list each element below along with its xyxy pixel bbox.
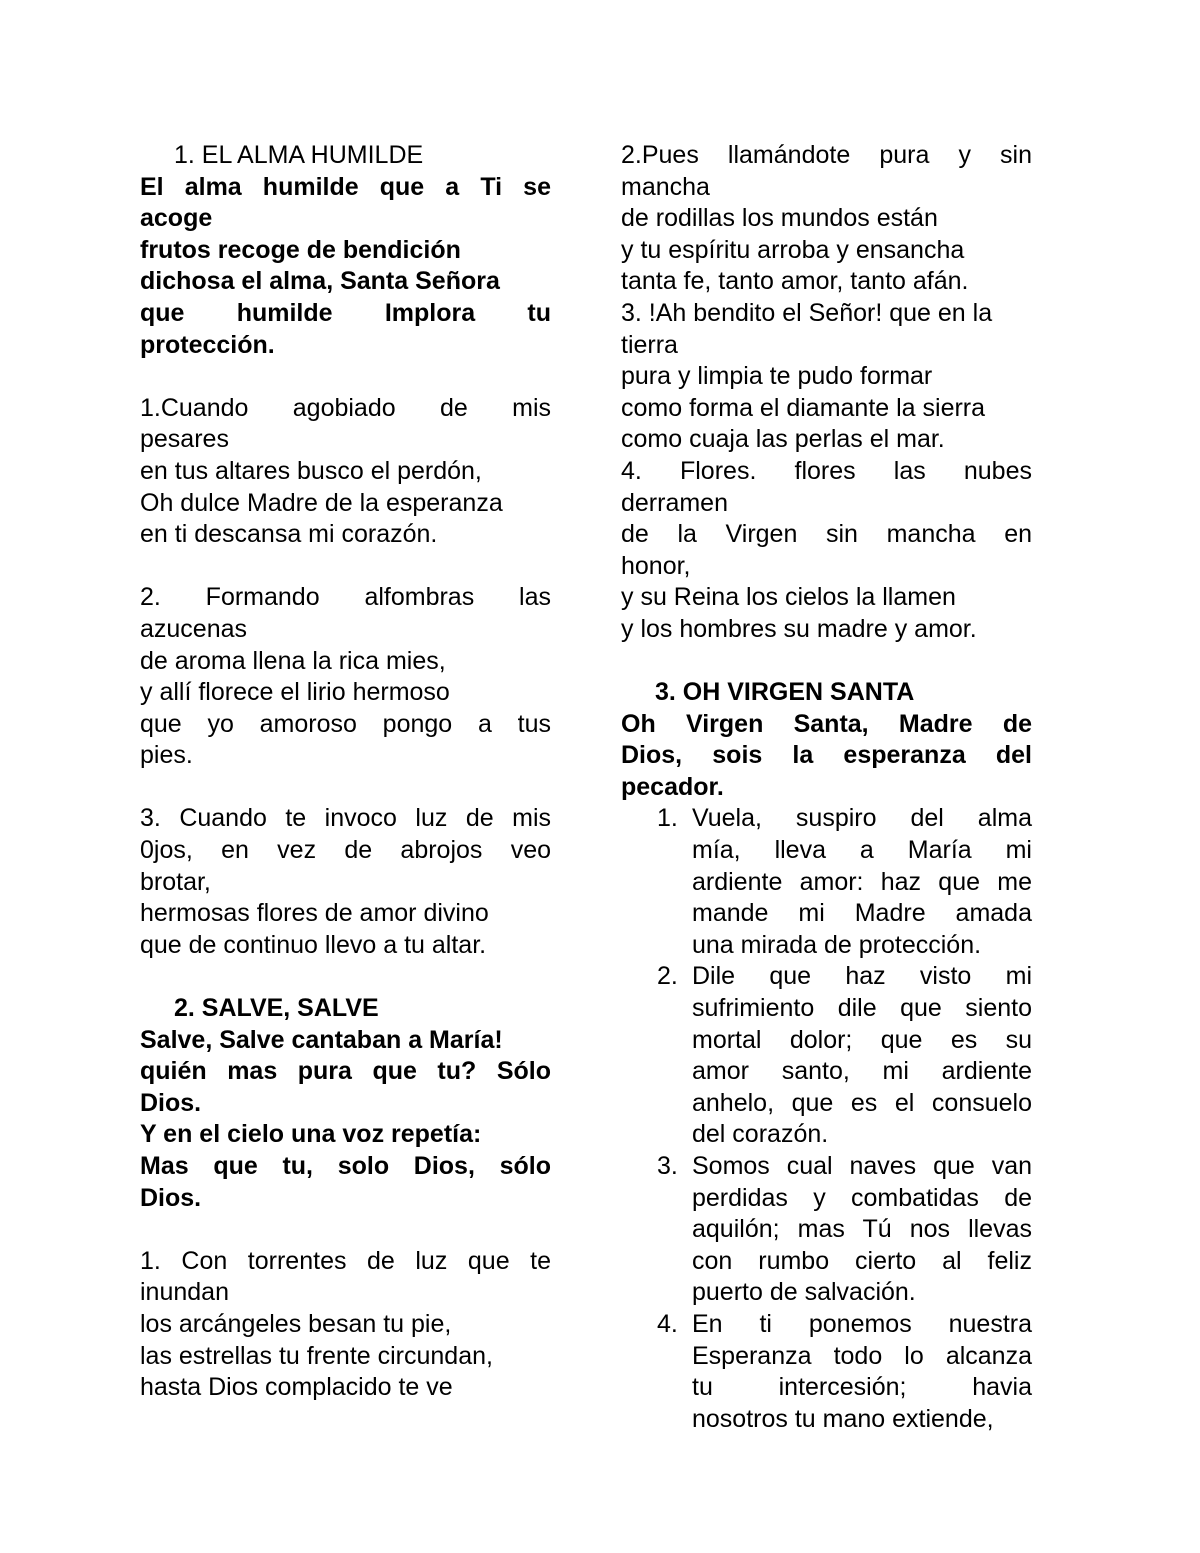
verse-line: Oh dulce Madre de la esperanza xyxy=(140,488,503,517)
chorus-line: pecador. xyxy=(621,772,724,801)
list-line: con rumbo cierto al feliz xyxy=(692,1246,1032,1275)
chorus-line: frutos recoge de bendición xyxy=(140,235,461,264)
verse-line: los arcángeles besan tu pie, xyxy=(140,1309,452,1338)
list-line: mande mi Madre amada xyxy=(692,899,1032,928)
verse-line: 4. Flores. flores las nubes xyxy=(621,456,1032,485)
chorus-line: Dios. xyxy=(140,1088,202,1117)
verse-line: 1.Cuando agobiado de mis xyxy=(140,393,551,422)
section-2-verse-2 xyxy=(621,140,1032,298)
list-line: aquilón; mas Tú nos llevas xyxy=(692,1215,1032,1244)
chorus-line: quién mas pura que tu? Sólo xyxy=(140,1057,551,1086)
verse-line: 0jos, en vez de abrojos veo xyxy=(140,836,551,865)
list-line: mía, lleva a María mi xyxy=(692,836,1032,865)
list-line: amor santo, mi ardiente xyxy=(692,1057,1032,1086)
verse-line: pies. xyxy=(140,741,193,770)
chorus-line: Mas que tu, solo Dios, sólo xyxy=(140,1152,551,1180)
list-item xyxy=(621,803,1032,961)
list-number: 2. xyxy=(657,962,678,991)
chorus-line: dichosa el alma, Santa Señora xyxy=(140,267,500,296)
list-line: Esperanza todo lo alcanza xyxy=(692,1341,1032,1370)
left-column xyxy=(140,140,551,1404)
verse-line: hasta Dios complacido te ve xyxy=(140,1373,453,1402)
section-3-list xyxy=(621,803,1032,1435)
list-line: del corazón. xyxy=(692,1120,829,1149)
list-line: puerto de salvación. xyxy=(692,1278,916,1307)
verse-line: de aroma llena la rica mies, xyxy=(140,646,446,675)
verse-line: y los hombres su madre y amor. xyxy=(621,614,977,643)
section-1-verse-1 xyxy=(140,393,551,551)
chorus-line: que humilde Implora tu xyxy=(140,298,551,327)
list-line: ardiente amor: haz que me xyxy=(692,867,1032,896)
verse-line: y tu espíritu arroba y ensancha xyxy=(621,235,965,264)
section-2-verse-3 xyxy=(621,298,1032,456)
verse-line: derramen xyxy=(621,488,728,517)
chorus-line: Y en el cielo una voz repetía: xyxy=(140,1120,482,1149)
list-number: 1. xyxy=(657,804,678,833)
verse-line: azucenas xyxy=(140,614,248,643)
verse-line: de rodillas los mundos están xyxy=(621,204,938,233)
list-line: En ti ponemos nuestra xyxy=(692,1309,1032,1338)
verse-line: tanta fe, tanto amor, tanto afán. xyxy=(621,267,969,296)
verse-line: 2. Formando alfombras las xyxy=(140,583,551,612)
verse-line: y su Reina los cielos la llamen xyxy=(621,583,956,612)
section-3-title: 3. OH VIRGEN SANTA xyxy=(655,678,915,707)
list-line: nosotros tu mano extiende, xyxy=(692,1404,994,1433)
verse-line: inundan xyxy=(140,1278,229,1307)
verse-line: como cuaja las perlas el mar. xyxy=(621,425,945,454)
verse-line: 1. Con torrentes de luz que te xyxy=(140,1246,551,1275)
list-line: sufrimiento dile que siento xyxy=(692,994,1032,1023)
verse-line: mancha xyxy=(621,172,710,201)
list-number: 3. xyxy=(657,1152,678,1180)
chorus-line: Oh Virgen Santa, Madre de xyxy=(621,709,1032,738)
list-line: perdidas y combatidas de xyxy=(692,1183,1032,1212)
verse-line: que yo amoroso pongo a tus xyxy=(140,709,551,738)
chorus-line: acoge xyxy=(140,204,213,233)
verse-line: 3. Cuando te invoco luz de mis xyxy=(140,804,551,833)
section-1-chorus xyxy=(140,172,551,362)
verse-line: que de continuo llevo a tu altar. xyxy=(140,930,487,959)
section-2-chorus xyxy=(140,1025,551,1215)
verse-line: las estrellas tu frente circundan, xyxy=(140,1341,493,1370)
right-column xyxy=(621,140,1032,1435)
chorus-line: Dios, sois la esperanza del xyxy=(621,741,1032,770)
verse-line: pesares xyxy=(140,425,229,454)
list-line: anhelo, que es el consuelo xyxy=(692,1088,1032,1117)
list-line: Somos cual naves que van xyxy=(692,1152,1032,1180)
verse-line: brotar, xyxy=(140,867,211,896)
list-item xyxy=(621,1309,1032,1435)
list-line: Dile que haz visto mi xyxy=(692,962,1032,991)
section-3-chorus xyxy=(621,709,1032,804)
verse-line: honor, xyxy=(621,551,691,580)
list-line: mortal dolor; que es su xyxy=(692,1025,1032,1054)
list-item xyxy=(621,961,1032,1151)
verse-line: tierra xyxy=(621,330,678,359)
section-2-verse-1 xyxy=(140,1246,551,1404)
verse-line: pura y limpia te pudo formar xyxy=(621,362,933,391)
list-line: tu intercesión; havia xyxy=(692,1373,1032,1402)
chorus-line: El alma humilde que a Ti se xyxy=(140,172,551,201)
section-1-verse-3 xyxy=(140,803,551,961)
verse-line: 2.Pues llamándote pura y sin xyxy=(621,141,1032,169)
list-line: una mirada de protección. xyxy=(692,930,982,959)
verse-line: hermosas flores de amor divino xyxy=(140,899,489,928)
chorus-line: protección. xyxy=(140,330,275,359)
chorus-line: Salve, Salve cantaban a María! xyxy=(140,1025,503,1054)
section-1-title: 1. EL ALMA HUMILDE xyxy=(174,141,424,169)
verse-line: en ti descansa mi corazón. xyxy=(140,520,438,549)
verse-line: de la Virgen sin mancha en xyxy=(621,520,1032,549)
verse-line: como forma el diamante la sierra xyxy=(621,393,986,422)
verse-line: en tus altares busco el perdón, xyxy=(140,456,482,485)
section-2-title: 2. SALVE, SALVE xyxy=(174,994,379,1023)
list-number: 4. xyxy=(657,1309,678,1338)
section-2-verse-4 xyxy=(621,456,1032,646)
verse-line: y allí florece el lirio hermoso xyxy=(140,678,450,707)
verse-line: 3. !Ah bendito el Señor! que en la xyxy=(621,298,993,327)
list-item xyxy=(621,1151,1032,1309)
list-line: Vuela, suspiro del alma xyxy=(692,804,1032,833)
section-1-verse-2 xyxy=(140,582,551,772)
chorus-line: Dios. xyxy=(140,1183,202,1212)
